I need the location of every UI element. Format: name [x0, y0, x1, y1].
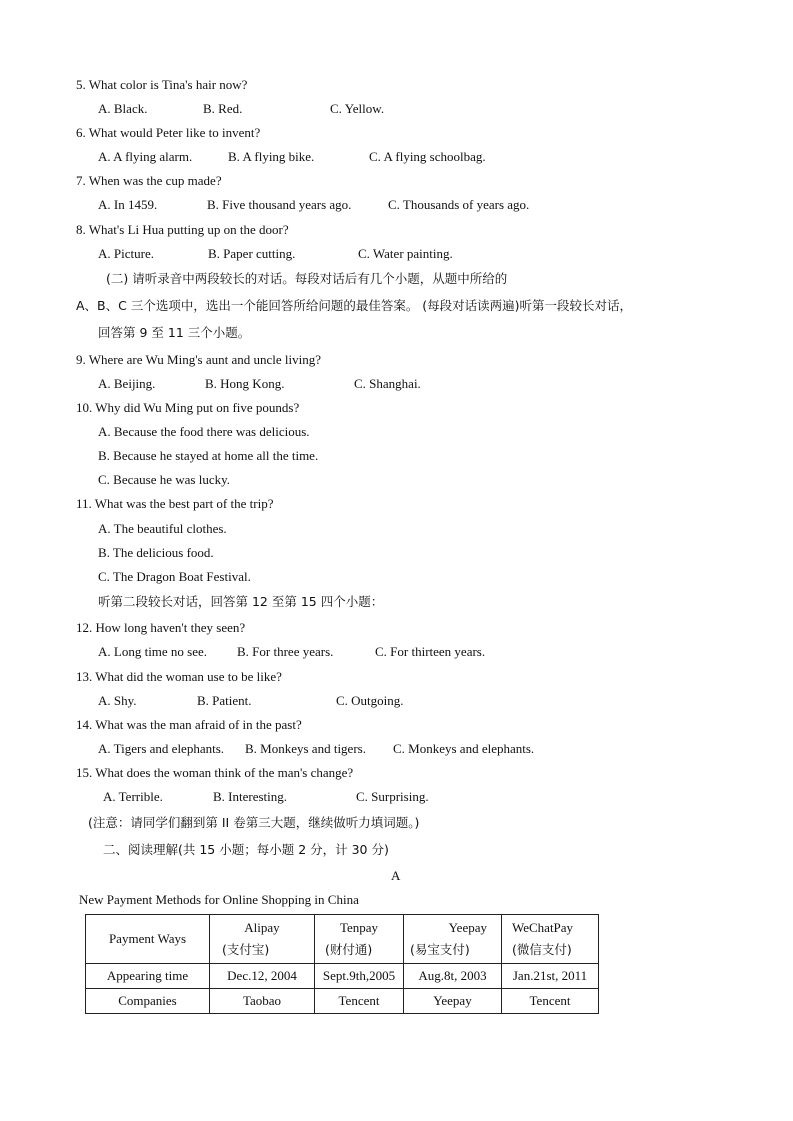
question-6-option-a: A. A flying alarm. [98, 149, 193, 164]
question-9-option-a: A. Beijing. [98, 376, 156, 391]
question-8-option-c: C. Water painting. [358, 246, 453, 261]
question-11-option-b: B. The delicious food. [98, 545, 214, 560]
question-12-option-c: C. For thirteen years. [375, 644, 486, 659]
question-8-stem: 8. What's Li Hua putting up on the door? [76, 222, 289, 237]
section-2-instruction-line-2: A、B、C 三个选项中，选出一个能回答所给问题的最佳答案。 (每段对话读两遍)听第一段较长对话， [76, 298, 633, 313]
appearing-time-cell: Dec.12, 2004 [210, 964, 315, 989]
method-name-en: Yeepay [448, 920, 487, 935]
question-13-stem: 13. What did the woman use to be like? [76, 669, 282, 684]
method-name-en: Alipay [244, 920, 280, 935]
question-7-option-c: C. Thousands of years ago. [388, 197, 530, 212]
company-cell: Taobao [210, 989, 315, 1014]
question-5-option-a: A. Black. [98, 101, 148, 116]
question-10-option-a: A. Because the food there was delicious. [98, 424, 310, 439]
reading-section-header: 二、阅读理解(共 15 小题；每小题 2 分，计 30 分) [103, 842, 389, 857]
note-turn-page: (注意：请同学们翻到第 II 卷第三大题，继续做听力填词题。) [88, 815, 420, 830]
appearing-time-cell: Aug.8t, 2003 [404, 964, 502, 989]
question-10-stem: 10. Why did Wu Ming put on five pounds? [76, 400, 300, 415]
method-name-cn: (微信支付) [512, 942, 572, 957]
company-cell: Tencent [502, 989, 599, 1014]
question-5-stem: 5. What color is Tina's hair now? [76, 77, 248, 92]
question-9-option-c: C. Shanghai. [354, 376, 421, 391]
table-row [86, 989, 599, 1014]
question-14-option-b: B. Monkeys and tigers. [245, 741, 366, 756]
row-header-companies: Companies [86, 989, 210, 1014]
question-13-option-b: B. Patient. [197, 693, 252, 708]
table-row [86, 964, 599, 989]
section-2-instruction-line-1: (二) 请听录音中两段较长的对话。每段对话后有几个小题，从题中所给的 [106, 271, 508, 286]
appearing-time-cell: Jan.21st, 2011 [502, 964, 599, 989]
question-13-option-c: C. Outgoing. [336, 693, 404, 708]
question-14-option-a: A. Tigers and elephants. [98, 741, 225, 756]
question-8-option-b: B. Paper cutting. [208, 246, 296, 261]
method-cell [502, 915, 599, 964]
table-title: New Payment Methods for Online Shopping in China [79, 892, 359, 907]
method-cell [404, 915, 502, 964]
question-15-stem: 15. What does the woman think of the man's change? [76, 765, 354, 780]
row-header-payment-ways: Payment Ways [86, 915, 210, 964]
payment-methods-table [85, 914, 599, 1014]
question-15-option-b: B. Interesting. [213, 789, 288, 804]
question-12-stem: 12. How long haven't they seen? [76, 620, 246, 635]
question-7-option-b: B. Five thousand years ago. [207, 197, 352, 212]
question-12-option-a: A. Long time no see. [98, 644, 208, 659]
method-name-cn: (财付通) [325, 942, 373, 957]
table-row [86, 915, 599, 964]
method-name-en: Tenpay [339, 920, 379, 935]
question-10-option-c: C. Because he was lucky. [98, 472, 231, 487]
passage-label: A [391, 868, 401, 883]
question-13-option-a: A. Shy. [98, 693, 137, 708]
section-2-instruction-line-3: 回答第 9 至 11 三个小题。 [98, 325, 251, 340]
dialog-2-instruction: 听第二段较长对话，回答第 12 至第 15 四个小题： [98, 594, 384, 609]
question-6-option-c: C. A flying schoolbag. [369, 149, 486, 164]
question-11-option-c: C. The Dragon Boat Festival. [98, 569, 251, 584]
question-15-option-a: A. Terrible. [103, 789, 163, 804]
row-header-appearing-time: Appearing time [86, 964, 210, 989]
question-8-option-a: A. Picture. [98, 246, 154, 261]
question-9-option-b: B. Hong Kong. [205, 376, 285, 391]
method-cell [210, 915, 315, 964]
method-name-cn: (易宝支付) [410, 942, 470, 957]
method-cell [315, 915, 404, 964]
company-cell: Tencent [315, 989, 404, 1014]
question-7-stem: 7. When was the cup made? [76, 173, 222, 188]
question-11-stem: 11. What was the best part of the trip? [76, 496, 274, 511]
question-12-option-b: B. For three years. [237, 644, 334, 659]
method-name-cn: (支付宝) [222, 942, 270, 957]
question-5-option-c: C. Yellow. [330, 101, 385, 116]
question-11-option-a: A. The beautiful clothes. [98, 521, 227, 536]
question-7-option-a: A. In 1459. [98, 197, 158, 212]
question-14-stem: 14. What was the man afraid of in the past? [76, 717, 302, 732]
question-14-option-c: C. Monkeys and elephants. [393, 741, 535, 756]
question-15-option-c: C. Surprising. [356, 789, 429, 804]
company-cell: Yeepay [404, 989, 502, 1014]
question-9-stem: 9. Where are Wu Ming's aunt and uncle living? [76, 352, 322, 367]
appearing-time-cell: Sept.9th,2005 [315, 964, 404, 989]
method-name-en: WeChatPay [512, 920, 574, 935]
question-6-option-b: B. A flying bike. [228, 149, 315, 164]
question-6-stem: 6. What would Peter like to invent? [76, 125, 261, 140]
question-5-option-b: B. Red. [203, 101, 243, 116]
question-10-option-b: B. Because he stayed at home all the time. [98, 448, 319, 463]
